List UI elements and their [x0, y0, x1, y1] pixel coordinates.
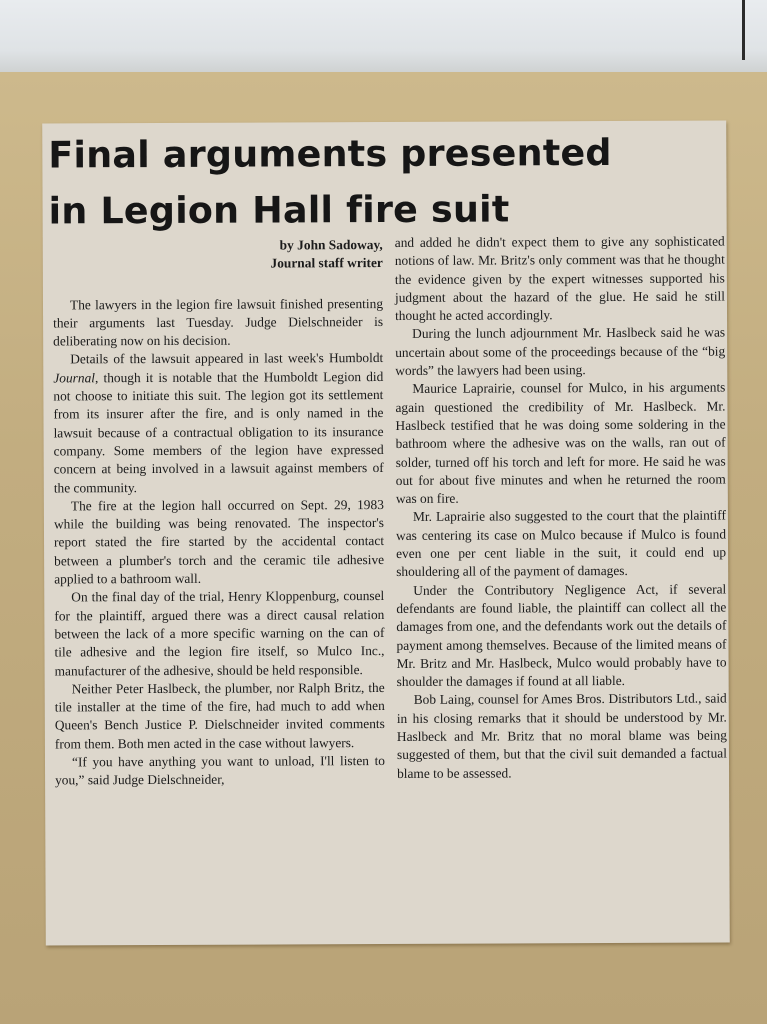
byline-author: by John Sadoway,	[279, 237, 383, 253]
paragraph: Neither Peter Haslbeck, the plumber, nor Ralph Britz, the tile installer at the time of the fire, had much to add when Queen's Bench Justice P. Dielschneider invited comments from them. Both men acted in the case without lawyers.	[54, 679, 385, 752]
paragraph: On the final day of the trial, Henry Kloppenburg, counsel for the plaintiff, argued there was a direct causal relation between the lack of a more specific warning on the can of tile adhesive and the legion fire itself, so Mulco Inc., manufacturer of the adhesive, should be held responsible.	[54, 588, 385, 678]
paragraph-text: , though it is notable that the Humboldt Legion did not choose to initiate this suit. The legion got its settlement from its insurer after the fire, and is only named in the lawsuit because of a contractual obligation to its insurance company. Some members of the legion have expressed concern at being involved in a lawsuit against members of the community.	[53, 368, 384, 496]
paragraph: “If you have anything you want to unload, I'll listen to you,” said Judge Dielschneider,	[55, 753, 386, 788]
paragraph: During the lunch adjournment Mr. Haslbeck said he was uncertain about some of the proceedings because of the “big words” the lawyers had been using.	[395, 325, 726, 379]
newspaper-clipping	[42, 121, 730, 946]
paragraph: and added he didn't expect them to give any sophisticated notions of law. Mr. Britz's only comment was that he thought the evidence given by the expert witnesses supported his judgment about the hazard of the glue. He said he still thought he acted accordingly.	[394, 233, 726, 324]
paragraph	[53, 349, 384, 497]
headline-line-1: Final arguments presented	[48, 131, 612, 177]
headline-line-2: in Legion Hall fire suit	[48, 187, 510, 233]
article-column-right	[395, 233, 727, 783]
paragraph: Maurice Laprairie, counsel for Mulco, in his arguments again questioned the credibility of Mr. Haslbeck. Mr. Haslbeck testified that he was doing some soldering in the bathroom where the adhesive was on the walls, ran out of solder, turned off his torch and left for more. He said he was out for about five minutes and when he returned the room was on fire.	[395, 379, 726, 507]
desk-edge	[742, 0, 745, 60]
paragraph: Under the Contributory Negligence Act, if several defendants are found liable, the plaintiff can collect all the damages from one, and the defendants work out the details of payment among themselves. Because of the limited means of Mr. Britz and Mr. Haslbeck, Mulco would probably have to shoulder the damages if found at all liable.	[396, 581, 727, 690]
article-column-left	[53, 236, 385, 790]
newspaper-name: Journal	[53, 370, 96, 386]
paragraph: Bob Laing, counsel for Ames Bros. Distributors Ltd., said in his closing remarks that it should be understood by Mr. Haslbeck and Mr. Britz that no moral blame was being suggested of them, but that the civil suit demanded a factual blame to be assessed.	[396, 690, 727, 781]
byline	[53, 236, 383, 274]
headline	[48, 125, 720, 240]
byline-title: Journal staff writer	[270, 255, 383, 271]
paragraph: Mr. Laprairie also suggested to the court that the plaintiff was centering its case on Mulco because if Mulco is found even one per cent liable in the suit, it could end up shouldering all of the payment of damages.	[395, 507, 727, 580]
paragraph: The lawyers in the legion fire lawsuit finished presenting their arguments last Tuesday. Judge Dielschneider is deliberating now on his decision.	[53, 295, 384, 349]
paragraph-text: Details of the lawsuit appeared in last week's Humboldt	[70, 350, 384, 367]
desk-surface	[0, 0, 767, 72]
paragraph: The fire at the legion hall occurred on Sept. 29, 1983 while the building was being renovated. The inspector's report stated the fire started by the accidental contact between a plumber's torch and the ceramic tile adhesive applied to a bathroom wall.	[53, 496, 385, 587]
